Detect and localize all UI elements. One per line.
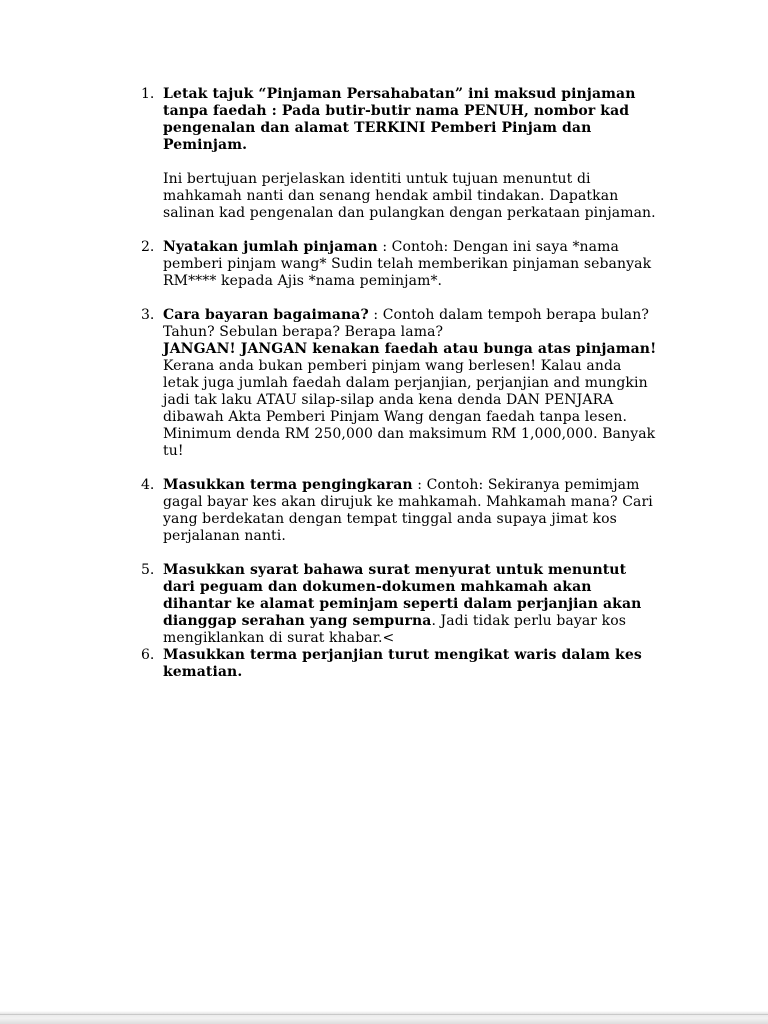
list-item-number: 5.	[141, 562, 155, 578]
list-item-content	[163, 647, 657, 681]
paragraph	[163, 477, 657, 545]
scan-edge-artifact	[0, 1011, 768, 1024]
regular-text-segment: : Contoh dalam tempoh berapa bulan? Tahun? Sebulan berapa? Berapa lama?	[163, 307, 649, 340]
paragraph	[163, 86, 657, 154]
paragraph	[163, 239, 657, 290]
regular-text-segment: : Contoh: Dengan ini saya *nama pemberi pinjam wang* Sudin telah memberikan pinjaman sebanyak RM**** kepada Ajis *nama peminjam*.	[163, 239, 652, 289]
numbered-list	[141, 86, 657, 698]
regular-text-segment: . Jadi tidak perlu bayar kos mengiklankan di surat khabar.<	[163, 613, 627, 646]
list-item	[141, 647, 657, 681]
list-item-number: 2.	[141, 239, 155, 255]
list-item-number: 4.	[141, 477, 155, 493]
paragraph	[163, 307, 657, 341]
bold-text-segment: Nyatakan jumlah pinjaman	[163, 239, 378, 255]
paragraph	[163, 171, 657, 222]
bold-text-segment: Cara bayaran bagaimana?	[163, 307, 369, 323]
list-item-number: 6.	[141, 647, 155, 663]
bold-text-segment: Letak tajuk “Pinjaman Persahabatan” ini maksud pinjaman tanpa faedah : Pada butir-butir nama PENUH, nombor kad pengenalan dan alamat TERKINI Pemberi Pinjam dan Peminjam.	[163, 86, 636, 153]
bold-text-segment: Masukkan terma perjanjian turut mengikat waris dalam kes kematian.	[163, 647, 642, 680]
paragraph	[163, 562, 657, 647]
list-item	[141, 562, 657, 647]
list-item-content	[163, 86, 657, 222]
list-item	[141, 239, 657, 290]
list-item-number: 1.	[141, 86, 155, 102]
bold-text-segment: Masukkan terma pengingkaran	[163, 477, 413, 493]
list-item-content	[163, 307, 657, 460]
regular-text-segment: : Contoh: Sekiranya pemimjam gagal bayar kes akan dirujuk ke mahkamah. Mahkamah mana? Cari yang berdekatan dengan tempat tinggal anda supaya jimat kos perjalanan nanti.	[163, 477, 653, 544]
list-item-content	[163, 477, 657, 545]
bold-text-segment: Masukkan syarat bahawa surat menyurat untuk menuntut dari peguam dan dokumen-dokumen mahkamah akan dihantar ke alamat peminjam seperti dalam perjanjian akan dianggap serahan yang sempurna	[163, 562, 642, 629]
list-item-content	[163, 239, 657, 290]
list-item	[141, 307, 657, 460]
bold-text-segment: JANGAN! JANGAN kenakan faedah atau bunga atas pinjaman!	[163, 341, 657, 357]
list-item-content	[163, 562, 657, 647]
list-item	[141, 86, 657, 222]
paragraph	[163, 341, 657, 460]
list-item-number: 3.	[141, 307, 155, 323]
scan-edge-line	[0, 1014, 768, 1015]
paragraph	[163, 647, 657, 681]
regular-text-segment: Kerana anda bukan pemberi pinjam wang berlesen! Kalau anda letak juga jumlah faedah dalam perjanjian, perjanjian and mungkin jadi tak laku ATAU silap-silap anda kena denda DAN PENJARA dibawah Akta Pemberi Pinjam Wang dengan faedah tanpa lesen. Minimum denda RM 250,000 dan maksimum RM 1,000,000. Banyak tu!	[163, 358, 656, 459]
regular-text-segment: Ini bertujuan perjelaskan identiti untuk tujuan menuntut di mahkamah nanti dan senang hendak ambil tindakan. Dapatkan salinan kad pengenalan dan pulangkan dengan perkataan pinjaman.	[163, 171, 656, 221]
list-item	[141, 477, 657, 545]
